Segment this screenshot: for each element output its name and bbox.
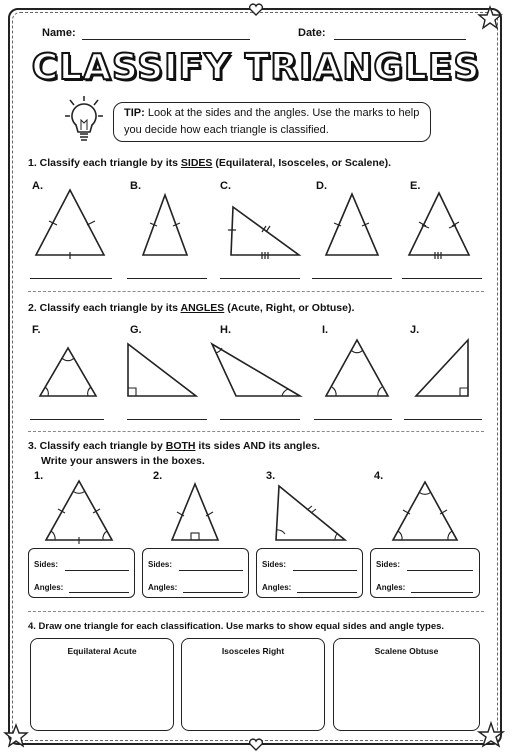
triangle-number: 2. <box>153 470 163 482</box>
answer-line[interactable] <box>30 278 112 279</box>
star-icon <box>4 724 28 748</box>
answer-line[interactable] <box>30 419 104 420</box>
triangle-letter: G. <box>130 324 142 336</box>
triangle-letter: I. <box>322 324 329 336</box>
question-3: 3. Classify each triangle by BOTH its sides AND its angles. <box>28 440 320 452</box>
triangle-letter: H. <box>220 324 231 336</box>
drawing-box-equilateral-acute[interactable]: Equilateral Acute <box>30 638 174 731</box>
star-icon <box>478 722 504 748</box>
angles-field[interactable] <box>297 592 357 593</box>
heart-icon <box>249 4 263 16</box>
answer-line[interactable] <box>314 419 392 420</box>
triangle-letter: B. <box>130 180 141 192</box>
answer-line[interactable] <box>220 278 300 279</box>
triangle-a <box>0 180 512 260</box>
triangle-number: 3. <box>266 470 276 482</box>
date-label: Date: <box>298 27 326 39</box>
name-label: Name: <box>42 27 76 39</box>
light-bulb-icon <box>64 96 104 146</box>
answer-line[interactable] <box>127 278 207 279</box>
answer-line[interactable] <box>404 419 482 420</box>
triangle-letter: E. <box>410 180 421 192</box>
question-1: 1. Classify each triangle by its SIDES (Equilateral, Isosceles, or Scalene). <box>28 157 391 169</box>
triangle-number: 1. <box>34 470 44 482</box>
sides-field[interactable] <box>407 570 473 571</box>
drawing-box-scalene-obtuse[interactable]: Scalene Obtuse <box>333 638 480 731</box>
angles-field[interactable] <box>69 592 129 593</box>
section-divider <box>28 291 484 292</box>
triangle-letter: A. <box>32 180 43 192</box>
page-title: CLASSIFY TRIANGLES <box>31 47 481 88</box>
angles-field[interactable] <box>183 592 243 593</box>
triangle-letter: F. <box>32 324 41 336</box>
question-4: 4. Draw one triangle for each classification. Use marks to show equal sides and angle types. <box>28 621 445 632</box>
answer-line[interactable] <box>220 419 300 420</box>
sides-field[interactable] <box>293 570 357 571</box>
answer-box-2: Sides: Angles: <box>142 548 249 598</box>
triangle-letter: J. <box>410 324 420 336</box>
name-field[interactable] <box>82 39 250 40</box>
triangle-letter: C. <box>220 180 231 192</box>
answer-line[interactable] <box>127 419 207 420</box>
section-divider <box>28 431 484 432</box>
answer-line[interactable] <box>312 278 392 279</box>
question-2: 2. Classify each triangle by its ANGLES (Acute, Right, or Obtuse). <box>28 302 355 314</box>
answer-line[interactable] <box>402 278 482 279</box>
date-field[interactable] <box>334 39 466 40</box>
sides-field[interactable] <box>179 570 243 571</box>
triangle-1 <box>0 476 512 556</box>
star-icon <box>478 6 502 30</box>
answer-box-1: Sides: Angles: <box>28 548 135 598</box>
answer-box-3: Sides: Angles: <box>256 548 363 598</box>
triangle-number: 4. <box>374 470 384 482</box>
triangle-letter: D. <box>316 180 327 192</box>
question-3-instruction: Write your answers in the boxes. <box>41 455 205 467</box>
answer-box-4: Sides: Angles: <box>370 548 480 598</box>
triangle-f <box>0 340 512 420</box>
section-divider <box>28 611 484 612</box>
drawing-box-isosceles-right[interactable]: Isosceles Right <box>181 638 325 731</box>
tip-box: TIP: Look at the sides and the angles. Use the marks to help you decide how each triangle is classified. <box>113 102 431 142</box>
angles-field[interactable] <box>411 592 473 593</box>
heart-icon <box>249 739 263 751</box>
sides-field[interactable] <box>65 570 129 571</box>
